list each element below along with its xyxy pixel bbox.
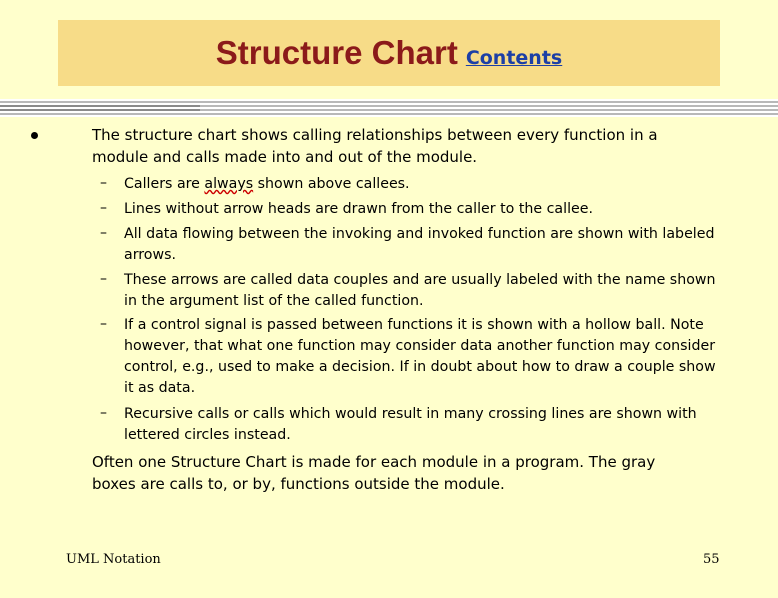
sub-item-callers-emph: always (204, 176, 254, 192)
bullet-dot-icon (31, 132, 38, 139)
footer-label: UML Notation (66, 552, 161, 567)
sub-item-data-flow: All data flowing between the invoking and invoked function are shown with labeled arrows. (124, 226, 715, 263)
slide-title (0, 34, 778, 72)
contents-link[interactable]: Contents (465, 47, 563, 69)
sub-item-control-signal: If a control signal is passed between functions it is shown with a hollow ball. Note however, that what one function may consider data another function may consider control, e.g., used to make a decision. If in doubt about how to draw a couple show it as data. (124, 317, 716, 396)
sub-item-lines: Lines without arrow heads are drawn from the caller to the callee. (124, 201, 593, 217)
sub-item-callers-before: Callers are (124, 176, 205, 192)
dash-1: – (100, 200, 107, 216)
main-bullet-text: The structure chart shows calling relationships between every function in a module and calls made into and out of the module. (92, 126, 658, 166)
dash-3: – (100, 271, 107, 287)
title-text: Structure Chart (215, 34, 458, 71)
sub-item-callers (124, 174, 724, 195)
dash-0: – (100, 175, 107, 191)
dash-2: – (100, 225, 107, 241)
dash-4: – (100, 316, 107, 332)
sub-item-callers-after: shown above callees. (253, 176, 410, 192)
closing-text: Often one Structure Chart is made for each module in a program. The gray boxes are calls to, or by, functions outside the module. (92, 453, 656, 493)
page-number: 55 (703, 552, 720, 567)
divider-rule-accent (0, 103, 200, 113)
sub-item-data-couples: These arrows are called data couples and are usually labeled with the name shown in the argument list of the called function. (124, 272, 716, 309)
sub-item-recursive: Recursive calls or calls which would result in many crossing lines are shown with lettered circles instead. (124, 406, 697, 443)
dash-5: – (100, 405, 107, 421)
